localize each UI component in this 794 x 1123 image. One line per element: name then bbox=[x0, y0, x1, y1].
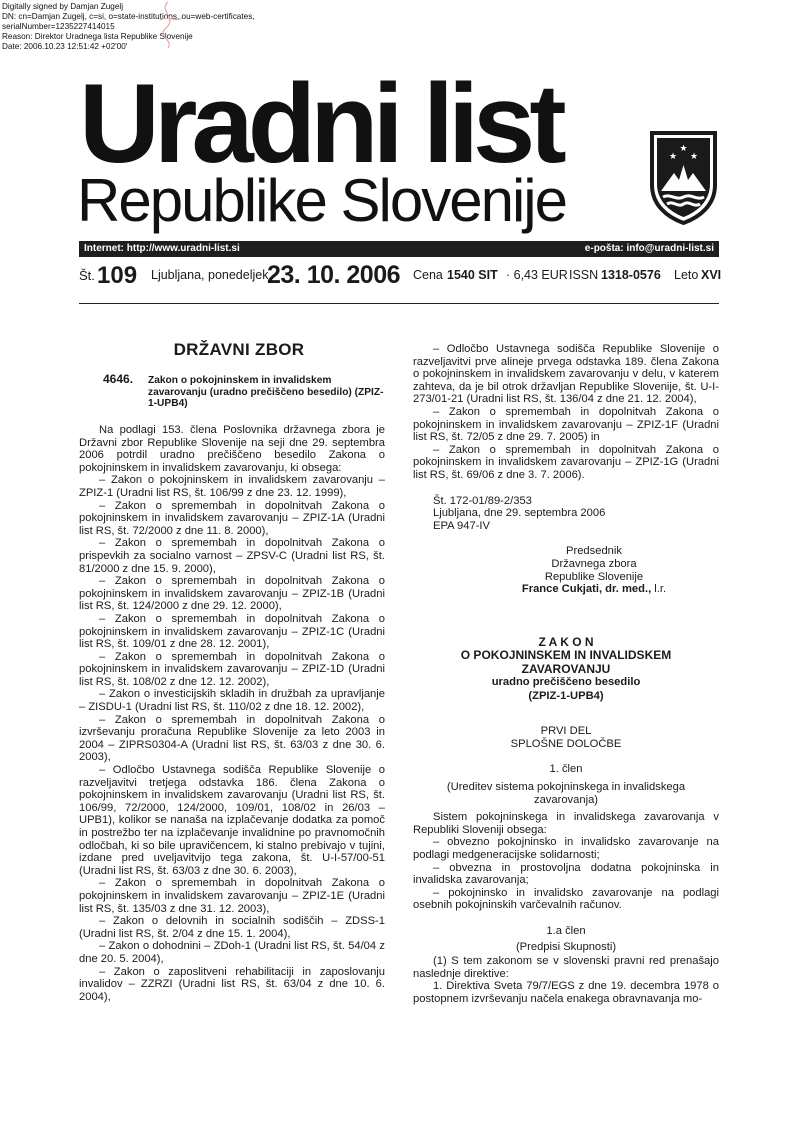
list-item: – Zakon o spremembah in dopolnitvah Zakona o pokojninskem in invalidskem zavarovanju – ZPIZ-1F (Uradni list RS, št. 72/05 z dne 29. 7. 2005) in bbox=[413, 405, 719, 444]
signer-name-text: France Cukjati, dr. med., bbox=[521, 583, 652, 596]
left-column bbox=[79, 424, 385, 1003]
price-label: Cena bbox=[413, 268, 443, 282]
law-title-line: (ZPIZ-1-UPB4) bbox=[528, 689, 604, 702]
article-paragraph: (1) S tem zakonom se v slovenski pravni red prenašajo naslednje direktive: bbox=[413, 955, 719, 980]
law-title-block bbox=[413, 636, 719, 704]
issue-place-day: Ljubljana, ponedeljek bbox=[151, 268, 269, 282]
signature-line: Digitally signed by Damjan Zugelj bbox=[2, 2, 124, 11]
list-item: – Zakon o spremembah in dopolnitvah Zakona o pokojninskem in invalidskem zavarovanju – ZPIZ-1C (Uradni list RS, št. 109/01 z dne 28. 12. 2001), bbox=[79, 612, 385, 651]
svg-text:★: ★ bbox=[668, 151, 678, 161]
list-item: – Zakon o spremembah in dopolnitvah Zakona o pokojninskem in invalidskem zavarovanju – ZPIZ-1G (Uradni list RS, št. 69/06 z dne 3. 7. 2006). bbox=[413, 443, 719, 481]
list-item: – Zakon o pokojninskem in invalidskem zavarovanju – ZPIZ-1 (Uradni list RS, št. 106/99 z dne 23. 12. 1999), bbox=[79, 474, 385, 499]
signature-line: Date: 2006.10.23 12:51:42 +02'00' bbox=[2, 42, 128, 51]
signer-lr: l.r. bbox=[651, 583, 667, 596]
digital-signature bbox=[2, 2, 255, 52]
act-number: 4646. bbox=[103, 372, 134, 386]
list-item: – Zakon o spremembah in dopolnitvah Zakona o izvrševanju proračuna Republike Slovenije za leto 2003 in 2004 – ZIPRS0304-A (Uradni list RS, št. 63/03 z dne 30. 6. 2003), bbox=[79, 713, 385, 764]
issn-label: ISSN bbox=[569, 268, 599, 282]
email-link[interactable]: e-pošta: info@uradni-list.si bbox=[584, 243, 714, 254]
price-sit: 1540 SIT bbox=[447, 268, 498, 282]
issn-value: 1318-0576 bbox=[601, 268, 661, 282]
law-title-line: ZAVAROVANJU bbox=[521, 661, 611, 676]
issue-number: 109 bbox=[97, 262, 138, 289]
list-item: – Zakon o zaposlitveni rehabilitaciji in zaposlovanju invalidov – ZZRZI (Uradni list RS, št. 63/04 z dne 10. 6. 2004), bbox=[79, 965, 385, 1003]
header-rule bbox=[79, 303, 719, 304]
website-link[interactable]: Internet: http://www.uradni-list.si bbox=[84, 243, 240, 254]
reference-line: Št. 172-01/89-2/353 bbox=[433, 494, 532, 507]
issue-line bbox=[79, 261, 722, 292]
article-paragraph: 1. Direktiva Sveta 79/7/EGS z dne 19. decembra 1978 o postopnem izvrševanju načela enakega obravnavanja mo- bbox=[413, 980, 719, 1005]
year-label: Leto bbox=[674, 268, 699, 282]
masthead-subtitle: Republike Slovenije bbox=[77, 167, 566, 234]
signature-block bbox=[469, 545, 719, 595]
list-item: – Odločbo Ustavnega sodišča Republike Slovenije o razveljavitvi tretjega odstavka 186. člena Zakona o pokojninskem in invalidskem zavarovanju (Uradni list RS, št. 106/99, 72/2000, 124/2000, 109/01, 108/02 in 26/03 – UPB1), kolikor se nanaša na izplačevanje dodatka za pomoč in postrežbo ter na izplačevanje invalidnine po pravnomočnih odločbah, ki so bile upravičencem, ki stalno prebivajo v tujini, izdane pred uveljavitvijo tega zakona, št. U-I-57/00-51 (Uradni list RS, št. 63/03 z dne 30. 6. 2003), bbox=[79, 764, 385, 877]
article-paragraph: – pokojninsko in invalidsko zavarovanje na podlagi osebnih pokojninskih varčevalnih računov. bbox=[413, 886, 719, 912]
svg-text:★: ★ bbox=[679, 143, 688, 153]
act-title: Zakon o pokojninskem in invalidskem zavarovanju (uradno prečiščeno besedilo) (ZPIZ-1-UPB4) bbox=[148, 375, 384, 410]
list-item: – Zakon o spremembah in dopolnitvah Zakona o pokojninskem in invalidskem zavarovanju – ZPIZ-1E (Uradni list RS, št. 135/03 z dne 31. 12. 2003), bbox=[79, 877, 385, 915]
signature-line: DN: cn=Damjan Zugelj, c=si, o=state-institutions, ou=web-certificates, bbox=[2, 12, 255, 21]
article-number: 1. člen bbox=[549, 763, 583, 776]
article-heading: (Ureditev sistema pokojninskega in invalidskega zavarovanja) bbox=[446, 780, 686, 806]
list-item: – Zakon o investicijskih skladih in družbah za upravljanje – ZISDU-1 (Uradni list RS, št. 110/02 z dne 18. 12. 2002), bbox=[79, 688, 385, 714]
issue-number-label: Št. bbox=[79, 268, 95, 283]
signer-role: Predsednik bbox=[566, 545, 622, 558]
list-item: – Zakon o delovnih in socialnih sodiščih – ZDSS-1 (Uradni list RS, št. 2/04 z dne 15. 1. 2004), bbox=[79, 915, 385, 940]
coat-of-arms-icon bbox=[648, 129, 719, 225]
law-title-line: O POKOJNINSKEM IN INVALIDSKEM bbox=[460, 648, 672, 663]
law-title-line: uradno prečiščeno besedilo bbox=[491, 676, 641, 689]
signer-role: Državnega zbora bbox=[551, 557, 637, 570]
reference-line: EPA 947-IV bbox=[433, 519, 491, 532]
article-paragraph: Sistem pokojninskega in invalidskega zavarovanja v Republiki Sloveniji obsega: bbox=[413, 811, 719, 836]
law-zakon: Z A K O N bbox=[538, 634, 594, 649]
list-item: – Odločbo Ustavnega sodišča Republike Slovenije o razveljavitvi prve alineje prvega odstavka 189. člena Zakona o pokojninskem in invalidskem zavarovanju v delu, v katerem zahteva, da je bil otrok državljan Republike Slovenije, št. U-I- 273/01-21 (Uradni list RS, št. 136/04 z dne 21. 12. 2004), bbox=[413, 343, 719, 406]
part-label: PRVI DEL bbox=[540, 725, 592, 738]
list-item: – Zakon o spremembah in dopolnitvah Zakona o pokojninskem in invalidskem zavarovanju – ZPIZ-1A (Uradni list RS, št. 72/2000 z dne 11. 8. 2000), bbox=[79, 499, 385, 537]
list-item: – Zakon o dohodnini – ZDoh-1 (Uradni list RS, št. 54/04 z dne 20. 5. 2004), bbox=[79, 940, 385, 965]
issue-date: 23. 10. 2006 bbox=[267, 261, 401, 289]
signer-name bbox=[469, 583, 719, 596]
signature-flourish bbox=[138, 0, 198, 50]
signature-line: Reason: Direktor Uradnega lista Republike Slovenije bbox=[2, 32, 193, 41]
masthead-title: Uradni list bbox=[79, 61, 561, 186]
signer-role: Republike Slovenije bbox=[544, 570, 644, 583]
list-item: – Zakon o spremembah in dopolnitvah Zakona o pokojninskem in invalidskem zavarovanju – ZPIZ-1B (Uradni list RS, št. 124/2000 z dne 29. 12. 2000), bbox=[79, 575, 385, 613]
right-column bbox=[413, 343, 719, 1005]
signature-line: serialNumber=1235227414015 bbox=[2, 22, 115, 31]
svg-text:★: ★ bbox=[689, 151, 699, 161]
reference-line: Ljubljana, dne 29. septembra 2006 bbox=[433, 507, 606, 520]
contact-bar bbox=[79, 241, 719, 257]
list-item: – Zakon o spremembah in dopolnitvah Zakona o pokojninskem in invalidskem zavarovanju – ZPIZ-1D (Uradni list RS, št. 108/02 z dne 12. 12. 2002), bbox=[79, 650, 385, 688]
article-paragraph: – obvezna in prostovoljna dodatna pokojninska in invalidska zavarovanja; bbox=[413, 861, 719, 887]
year-value: XVI bbox=[701, 268, 722, 282]
price-eur: · 6,43 EUR bbox=[506, 268, 568, 282]
article-number: 1.a člen bbox=[546, 924, 586, 937]
section-title: DRŽAVNI ZBOR bbox=[173, 340, 305, 359]
part-name: SPLOŠNE DOLOČBE bbox=[510, 737, 622, 750]
paragraph: Na podlagi 153. člena Poslovnika državnega zbora je Državni zbor Republike Slovenije na seji dne 29. septembra 2006 potrdil uradno prečiščeno besedilo Zakona o pokojninskem in invalidskem zavarovanju, ki obsega: bbox=[79, 424, 385, 474]
article-paragraph: – obvezno pokojninsko in invalidsko zavarovanje na podlagi medgeneracijske solidarnosti; bbox=[413, 836, 719, 861]
article-heading: (Predpisi Skupnosti) bbox=[515, 940, 617, 953]
list-item: – Zakon o spremembah in dopolnitvah Zakona o prispevkih za socialno varnost – ZPSV-C (Uradni list RS, št. 81/2000 z dne 15. 9. 2000), bbox=[79, 537, 385, 575]
